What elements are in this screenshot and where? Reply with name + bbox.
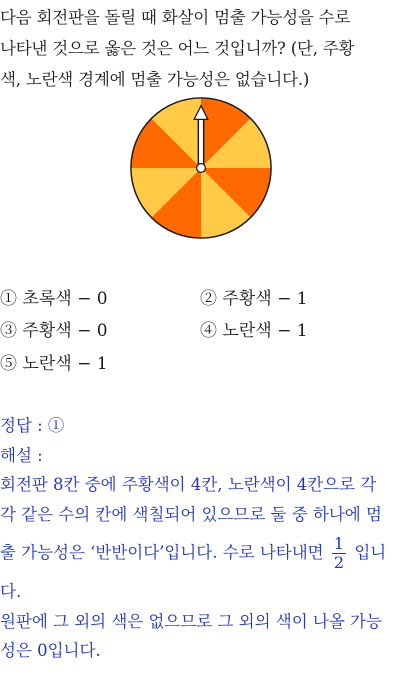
question-line: 나타낸 것으로 옳은 것은 어느 것입니까? (단, 주황 <box>0 39 355 58</box>
explanation-line: 성은 0입니다. <box>0 641 101 660</box>
question-line: 색, 노란색 경계에 멈출 가능성은 없습니다.) <box>0 70 310 89</box>
explanation-text: 출 가능성은 ‘반반이다’입니다. 수로 나타내면 <box>0 543 324 562</box>
spinner-wheel <box>128 95 274 241</box>
question-text <box>0 2 398 95</box>
fraction-denominator: 2 <box>333 553 345 572</box>
option-mark: ③ <box>0 321 17 341</box>
option-1[interactable] <box>0 288 108 310</box>
option-3[interactable] <box>0 320 108 342</box>
option-mark: ④ <box>200 321 217 341</box>
option-text: 주황색 − 1 <box>222 289 308 309</box>
option-mark: ① <box>0 289 17 309</box>
explanation-line <box>0 529 400 577</box>
explanation-line: 원판에 그 외의 색은 없으므로 그 외의 색이 나올 가능 <box>0 611 382 631</box>
option-text: 주황색 − 0 <box>22 321 108 341</box>
explanation-text: 입니 <box>354 543 387 562</box>
explanation-line: 각 같은 수의 칸에 색칠되어 있으므로 둘 중 하나에 멈 <box>0 504 382 524</box>
option-mark: ② <box>200 289 217 309</box>
option-text: 노란색 − 1 <box>22 354 108 374</box>
option-mark: ⑤ <box>0 354 17 374</box>
fraction <box>332 535 346 572</box>
option-text: 초록색 − 0 <box>22 289 108 309</box>
option-5[interactable] <box>0 353 108 375</box>
explanation-line: 다. <box>0 582 22 601</box>
question-line: 다음 회전판을 돌릴 때 화살이 멈출 가능성을 수로 <box>0 8 351 27</box>
answer-section <box>0 411 400 666</box>
explanation-label: 해설 : <box>0 445 43 465</box>
fraction-numerator: 1 <box>333 534 345 553</box>
answer-label: 정답 : ① <box>0 416 65 435</box>
option-text: 노란색 − 1 <box>222 321 308 341</box>
explanation-line: 회전판 8칸 중에 주황색이 4칸, 노란색이 4칸으로 각 <box>0 475 377 494</box>
option-4[interactable] <box>200 320 308 342</box>
option-2[interactable] <box>200 288 308 310</box>
